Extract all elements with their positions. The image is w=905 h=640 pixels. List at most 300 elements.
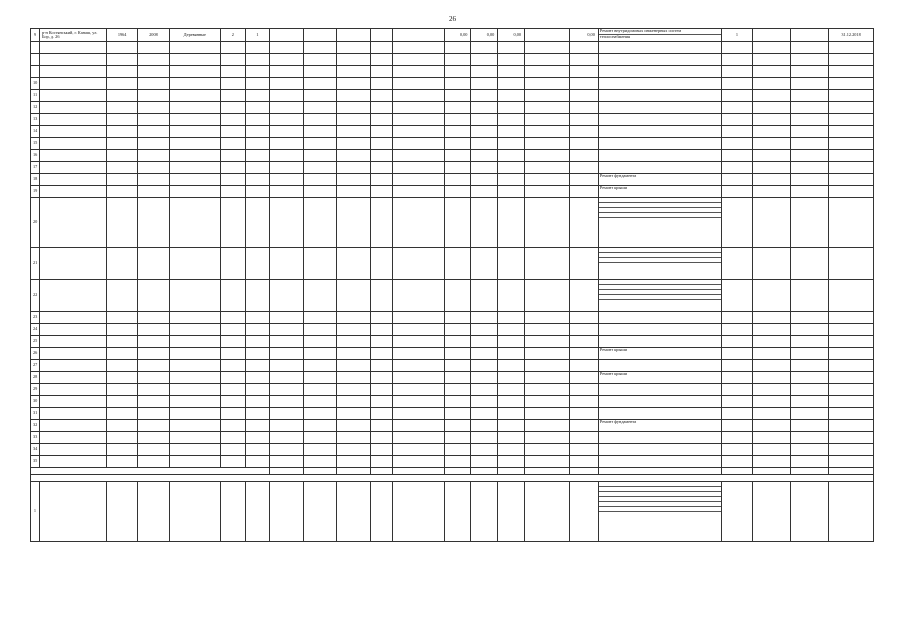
cell-addr <box>39 162 106 174</box>
cell-c5 <box>569 396 598 408</box>
cell-n: 12 <box>31 102 40 114</box>
cell-addr <box>39 126 106 138</box>
total-empty-cell <box>829 468 874 475</box>
cell-res <box>370 90 392 102</box>
cell-c1 <box>444 126 471 138</box>
cell-p1 <box>753 348 791 360</box>
cell-cost <box>393 78 444 90</box>
cell-wall <box>169 444 220 456</box>
cell-a1 <box>270 248 304 280</box>
cell-y1 <box>107 198 138 248</box>
cell-c5 <box>569 372 598 384</box>
cell-c1 <box>444 348 471 360</box>
work-item <box>599 408 721 412</box>
cell-c2 <box>471 138 498 150</box>
cell-a2 <box>303 138 337 150</box>
cell-y1 <box>107 482 138 542</box>
cell-addr <box>39 444 106 456</box>
cell-p1 <box>753 162 791 174</box>
cell-a3 <box>337 174 371 186</box>
cell-c4 <box>525 162 570 174</box>
cell-en <box>245 432 270 444</box>
cell-wall <box>169 126 220 138</box>
cell-date <box>829 336 874 348</box>
total-a2 <box>303 468 337 475</box>
cell-date <box>829 78 874 90</box>
cell-c1 <box>444 186 471 198</box>
cell-n: 1 <box>31 482 40 542</box>
works-cell <box>598 138 721 150</box>
table-row <box>31 186 874 198</box>
cell-a3 <box>337 324 371 336</box>
cell-date <box>829 360 874 372</box>
cell-a2 <box>303 482 337 542</box>
cell-c3 <box>498 150 525 162</box>
cell-c3 <box>498 248 525 280</box>
cell-c1 <box>444 360 471 372</box>
cell-k <box>721 360 752 372</box>
cell-cost <box>393 348 444 360</box>
cell-cost <box>393 102 444 114</box>
table-row <box>31 372 874 384</box>
cell-date <box>829 42 874 54</box>
cell-k <box>721 432 752 444</box>
cell-c5 <box>569 90 598 102</box>
cell-c1 <box>444 444 471 456</box>
cell-res <box>370 324 392 336</box>
cell-cost <box>393 444 444 456</box>
cell-en <box>245 174 270 186</box>
cell-p1 <box>753 444 791 456</box>
cell-y1 <box>107 186 138 198</box>
cell-fl <box>221 126 246 138</box>
cell-p2 <box>791 444 829 456</box>
cell-c5 <box>569 114 598 126</box>
cell-c1 <box>444 198 471 248</box>
cell-p1 <box>753 29 791 42</box>
cell-c4 <box>525 420 570 432</box>
cell-c5 <box>569 408 598 420</box>
cell-n: 14 <box>31 126 40 138</box>
cell-c5: 0,00 <box>569 29 598 42</box>
cell-c4 <box>525 408 570 420</box>
cell-c4 <box>525 186 570 198</box>
work-item <box>599 218 721 222</box>
cell-wall <box>169 324 220 336</box>
cell-c2 <box>471 408 498 420</box>
cell-res <box>370 78 392 90</box>
cell-y2 <box>138 162 169 174</box>
works-cell <box>598 102 721 114</box>
cell-p1 <box>753 420 791 432</box>
cell-cost <box>393 66 444 78</box>
cell-fl <box>221 280 246 312</box>
cell-res <box>370 114 392 126</box>
cell-n: 19 <box>31 186 40 198</box>
cell-c5 <box>569 198 598 248</box>
cell-c3 <box>498 54 525 66</box>
cell-n: 28 <box>31 372 40 384</box>
cell-k <box>721 162 752 174</box>
cell-y1 <box>107 372 138 384</box>
total-cost <box>393 468 444 475</box>
cell-y1 <box>107 174 138 186</box>
cell-a2 <box>303 312 337 324</box>
cell-a2 <box>303 102 337 114</box>
cell-p1 <box>753 42 791 54</box>
cell-addr <box>39 482 106 542</box>
total-k <box>721 468 752 475</box>
cell-c2 <box>471 126 498 138</box>
cell-c2: 0,00 <box>471 29 498 42</box>
works-cell <box>598 456 721 468</box>
cell-a2 <box>303 248 337 280</box>
cell-c4 <box>525 456 570 468</box>
cell-p1 <box>753 336 791 348</box>
cell-y2 <box>138 174 169 186</box>
cell-fl <box>221 54 246 66</box>
cell-cost <box>393 360 444 372</box>
cell-p1 <box>753 456 791 468</box>
cell-c1 <box>444 372 471 384</box>
cell-date <box>829 186 874 198</box>
cell-en <box>245 102 270 114</box>
cell-wall <box>169 186 220 198</box>
cell-a1 <box>270 174 304 186</box>
table-row <box>31 66 874 78</box>
cell-res <box>370 126 392 138</box>
table-row <box>31 42 874 54</box>
cell-date <box>829 174 874 186</box>
cell-c2 <box>471 444 498 456</box>
cell-a3 <box>337 280 371 312</box>
cell-addr <box>39 198 106 248</box>
table-row <box>31 29 874 42</box>
cell-fl <box>221 162 246 174</box>
cell-fl <box>221 408 246 420</box>
cell-c1 <box>444 456 471 468</box>
total-empty-cell <box>753 468 791 475</box>
cell-a2 <box>303 396 337 408</box>
cell-wall <box>169 78 220 90</box>
cell-c3 <box>498 126 525 138</box>
cell-fl <box>221 114 246 126</box>
cell-p1 <box>753 138 791 150</box>
cell-c3: 0,00 <box>498 29 525 42</box>
cell-y2 <box>138 482 169 542</box>
cell-y2 <box>138 248 169 280</box>
cell-cost <box>393 432 444 444</box>
cell-res <box>370 360 392 372</box>
cell-addr <box>39 396 106 408</box>
cell-wall <box>169 408 220 420</box>
works-cell <box>598 396 721 408</box>
cell-res <box>370 348 392 360</box>
cell-res <box>370 174 392 186</box>
works-cell <box>598 54 721 66</box>
cell-wall <box>169 312 220 324</box>
cell-res <box>370 138 392 150</box>
cell-c4 <box>525 248 570 280</box>
cell-k <box>721 54 752 66</box>
work-item <box>599 512 721 516</box>
cell-wall <box>169 280 220 312</box>
work-item <box>599 360 721 364</box>
work-item <box>599 42 721 46</box>
cell-y1 <box>107 456 138 468</box>
cell-a1 <box>270 432 304 444</box>
cell-res <box>370 420 392 432</box>
works-cell <box>598 66 721 78</box>
cell-a1 <box>270 29 304 42</box>
cell-cost <box>393 456 444 468</box>
cell-en <box>245 384 270 396</box>
cell-y2 <box>138 336 169 348</box>
cell-p2 <box>791 42 829 54</box>
cell-a3 <box>337 372 371 384</box>
cell-n: 15 <box>31 138 40 150</box>
cell-addr <box>39 90 106 102</box>
work-item <box>599 54 721 58</box>
cell-p1 <box>753 384 791 396</box>
cell-c3 <box>498 384 525 396</box>
cell-c1 <box>444 90 471 102</box>
cell-c1 <box>444 336 471 348</box>
cell-a3 <box>337 102 371 114</box>
cell-a3 <box>337 126 371 138</box>
cell-y2 <box>138 138 169 150</box>
cell-a1 <box>270 280 304 312</box>
cell-wall: Деревянные <box>169 29 220 42</box>
cell-fl <box>221 42 246 54</box>
cell-cost <box>393 54 444 66</box>
cell-res <box>370 66 392 78</box>
cell-c2 <box>471 396 498 408</box>
cell-addr <box>39 248 106 280</box>
cell-c2 <box>471 90 498 102</box>
cell-a2 <box>303 150 337 162</box>
works-cell <box>598 29 721 42</box>
cell-a3 <box>337 150 371 162</box>
work-item: Ремонт крыши <box>599 185 627 190</box>
cell-p2 <box>791 90 829 102</box>
cell-c3 <box>498 102 525 114</box>
cell-c4 <box>525 312 570 324</box>
cell-c5 <box>569 432 598 444</box>
table-row <box>31 114 874 126</box>
cell-y2 <box>138 150 169 162</box>
cell-k <box>721 312 752 324</box>
cell-a3 <box>337 420 371 432</box>
cell-k: 1 <box>721 29 752 42</box>
cell-c3 <box>498 42 525 54</box>
cell-c5 <box>569 360 598 372</box>
works-cell <box>598 420 721 432</box>
cell-p1 <box>753 114 791 126</box>
cell-c1 <box>444 162 471 174</box>
cell-k <box>721 102 752 114</box>
cell-a2 <box>303 456 337 468</box>
cell-c4 <box>525 174 570 186</box>
cell-y2 <box>138 198 169 248</box>
table-row <box>31 324 874 336</box>
cell-en <box>245 312 270 324</box>
cell-n: 10 <box>31 78 40 90</box>
cell-res <box>370 432 392 444</box>
cell-a1 <box>270 312 304 324</box>
cell-a1 <box>270 114 304 126</box>
cell-y2 <box>138 360 169 372</box>
cell-n: 13 <box>31 114 40 126</box>
cell-cost <box>393 408 444 420</box>
cell-k <box>721 336 752 348</box>
cell-en <box>245 336 270 348</box>
cell-a1 <box>270 66 304 78</box>
cell-date <box>829 348 874 360</box>
cell-c2 <box>471 78 498 90</box>
cell-en <box>245 150 270 162</box>
works-cell <box>598 174 721 186</box>
cell-date <box>829 162 874 174</box>
cell-fl <box>221 248 246 280</box>
cell-date <box>829 456 874 468</box>
cell-c5 <box>569 482 598 542</box>
cell-y2 <box>138 54 169 66</box>
section-header-row <box>31 475 874 482</box>
cell-c4 <box>525 348 570 360</box>
cell-n: 33 <box>31 432 40 444</box>
cell-res <box>370 54 392 66</box>
cell-wall <box>169 198 220 248</box>
cell-a1 <box>270 186 304 198</box>
cell-y1 <box>107 102 138 114</box>
cell-wall <box>169 174 220 186</box>
cell-a1 <box>270 324 304 336</box>
cell-date <box>829 114 874 126</box>
cell-wall <box>169 138 220 150</box>
cell-addr <box>39 360 106 372</box>
cell-k <box>721 138 752 150</box>
cell-cost <box>393 396 444 408</box>
cell-a3 <box>337 348 371 360</box>
cell-c3 <box>498 336 525 348</box>
cell-n: 22 <box>31 280 40 312</box>
cell-y1 <box>107 150 138 162</box>
cell-res <box>370 312 392 324</box>
cell-en <box>245 138 270 150</box>
cell-c3 <box>498 432 525 444</box>
cell-cost <box>393 312 444 324</box>
cell-date <box>829 280 874 312</box>
cell-fl <box>221 482 246 542</box>
cell-en <box>245 280 270 312</box>
cell-wall <box>169 372 220 384</box>
cell-c1 <box>444 420 471 432</box>
cell-c4 <box>525 444 570 456</box>
total-c4 <box>525 468 570 475</box>
cell-addr <box>39 420 106 432</box>
work-item: Ремонт внутридомовых инженерных систем <box>599 29 721 35</box>
cell-date <box>829 138 874 150</box>
cell-c3 <box>498 186 525 198</box>
cell-c2 <box>471 432 498 444</box>
cell-date: 31.12.2018 <box>829 29 874 42</box>
cell-k <box>721 66 752 78</box>
cell-y1 <box>107 114 138 126</box>
cell-a2 <box>303 280 337 312</box>
total-row <box>31 468 874 475</box>
total-a1 <box>270 468 304 475</box>
housing-register-table <box>30 28 874 542</box>
cell-c2 <box>471 372 498 384</box>
table-row <box>31 432 874 444</box>
cell-c3 <box>498 360 525 372</box>
cell-en: 1 <box>245 29 270 42</box>
work-item <box>599 66 721 70</box>
cell-en <box>245 348 270 360</box>
cell-res <box>370 384 392 396</box>
works-cell <box>598 384 721 396</box>
cell-p2 <box>791 324 829 336</box>
cell-n: 23 <box>31 312 40 324</box>
cell-a2 <box>303 162 337 174</box>
cell-addr <box>39 384 106 396</box>
cell-c5 <box>569 324 598 336</box>
cell-wall <box>169 336 220 348</box>
cell-c1 <box>444 482 471 542</box>
cell-p2 <box>791 360 829 372</box>
cell-k <box>721 408 752 420</box>
cell-p2 <box>791 432 829 444</box>
cell-y1 <box>107 444 138 456</box>
cell-wall <box>169 248 220 280</box>
cell-a2 <box>303 348 337 360</box>
cell-c3 <box>498 78 525 90</box>
cell-c1 <box>444 384 471 396</box>
cell-a3 <box>337 396 371 408</box>
cell-addr <box>39 348 106 360</box>
cell-c4 <box>525 90 570 102</box>
cell-c5 <box>569 444 598 456</box>
work-item <box>599 126 721 130</box>
cell-fl <box>221 90 246 102</box>
table-row <box>31 348 874 360</box>
cell-a1 <box>270 420 304 432</box>
cell-cost <box>393 126 444 138</box>
table-row <box>31 420 874 432</box>
cell-res <box>370 280 392 312</box>
cell-c4 <box>525 198 570 248</box>
cell-c4 <box>525 360 570 372</box>
cell-y1: 1964 <box>107 29 138 42</box>
cell-wall <box>169 66 220 78</box>
works-cell <box>598 432 721 444</box>
cell-p2 <box>791 54 829 66</box>
cell-y2 <box>138 42 169 54</box>
cell-c2 <box>471 102 498 114</box>
cell-c2 <box>471 66 498 78</box>
cell-a2 <box>303 324 337 336</box>
cell-c5 <box>569 456 598 468</box>
cell-fl <box>221 78 246 90</box>
cell-a1 <box>270 198 304 248</box>
cell-fl <box>221 336 246 348</box>
work-item <box>599 396 721 400</box>
works-cell <box>598 482 721 542</box>
total-empty-cell <box>791 468 829 475</box>
cell-en <box>245 42 270 54</box>
cell-c4 <box>525 280 570 312</box>
